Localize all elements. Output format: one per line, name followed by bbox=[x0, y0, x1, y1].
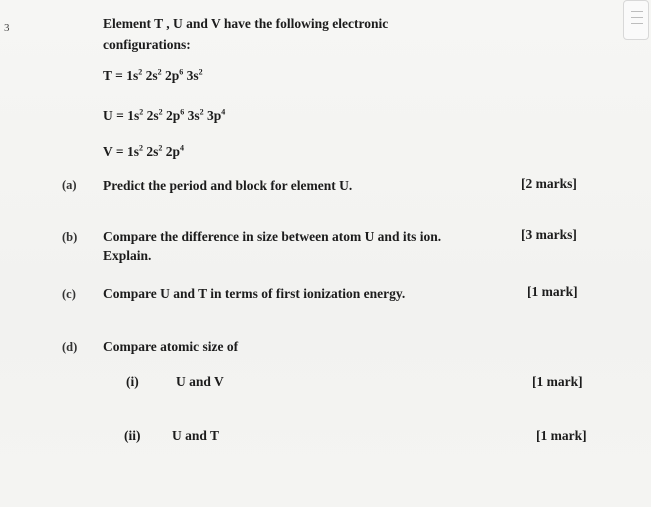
orbital-electron-count: 2 bbox=[138, 67, 143, 77]
orbital-electron-count: 2 bbox=[158, 143, 163, 153]
part-b-text: Compare the difference in size between atom U and its ion. Explain. bbox=[103, 229, 442, 263]
question-intro: Element T , U and V have the following electronic configurations: bbox=[103, 16, 389, 52]
configuration-v bbox=[103, 144, 184, 160]
subpart-ii-marks: [1 mark] bbox=[536, 428, 587, 443]
menu-handle-icon[interactable] bbox=[623, 0, 649, 40]
orbital-electron-count: 2 bbox=[198, 67, 203, 77]
orbital-term: $2s^2$ bbox=[146, 143, 163, 159]
orbital-term: $1s^2$ bbox=[126, 143, 143, 159]
part-d-text: Compare atomic size of bbox=[103, 339, 239, 354]
subpart-i-marks: [1 mark] bbox=[532, 374, 583, 389]
part-c-text: Compare U and T in terms of first ionization energy. bbox=[103, 286, 406, 301]
orbital-term: $1s^2$ bbox=[126, 67, 143, 83]
part-c-marks: [1 mark] bbox=[527, 284, 578, 299]
orbital-electron-count: 6 bbox=[179, 67, 184, 77]
subpart-i-label: (i) bbox=[126, 374, 139, 389]
orbital-term: $3s^2$ bbox=[187, 107, 204, 123]
orbital-electron-count: 2 bbox=[139, 107, 144, 117]
orbital-term: $2p^6$ bbox=[164, 67, 184, 83]
orbital-term: $3p^4$ bbox=[207, 107, 226, 123]
part-b-letter: (b) bbox=[62, 230, 78, 244]
orbital-electron-count: 2 bbox=[157, 67, 162, 77]
part-c-letter: (c) bbox=[62, 287, 76, 301]
orbital-electron-count: 4 bbox=[221, 107, 226, 117]
orbital-electron-count: 2 bbox=[138, 143, 143, 153]
orbital-term: $2p^4$ bbox=[165, 143, 184, 159]
subpart-ii-text: U and T bbox=[172, 428, 220, 443]
element-symbol: T = bbox=[103, 68, 127, 83]
orbital-term: $2s^2$ bbox=[145, 67, 162, 83]
question-number: 3 bbox=[4, 22, 10, 34]
part-a-text: Predict the period and block for element U. bbox=[103, 178, 353, 193]
orbital-term: $2s^2$ bbox=[146, 107, 163, 123]
element-symbol: U = bbox=[103, 108, 128, 123]
configuration-t bbox=[103, 68, 203, 84]
orbital-electron-count: 4 bbox=[180, 143, 184, 153]
orbital-term: $1s^2$ bbox=[127, 107, 144, 123]
orbital-electron-count: 2 bbox=[199, 107, 204, 117]
part-b-marks: [3 marks] bbox=[521, 227, 577, 242]
element-symbol: V = bbox=[103, 144, 127, 159]
orbital-term: $2p^6$ bbox=[165, 107, 185, 123]
configuration-u bbox=[103, 108, 225, 124]
subpart-i-text: U and V bbox=[176, 374, 224, 389]
part-a-marks: [2 marks] bbox=[521, 176, 577, 191]
orbital-electron-count: 2 bbox=[158, 107, 163, 117]
subpart-ii-label: (ii) bbox=[124, 428, 141, 443]
orbital-electron-count: 6 bbox=[180, 107, 185, 117]
part-d-letter: (d) bbox=[62, 340, 78, 354]
orbital-term: $3s^2$ bbox=[186, 67, 203, 83]
part-a-letter: (a) bbox=[62, 178, 77, 192]
